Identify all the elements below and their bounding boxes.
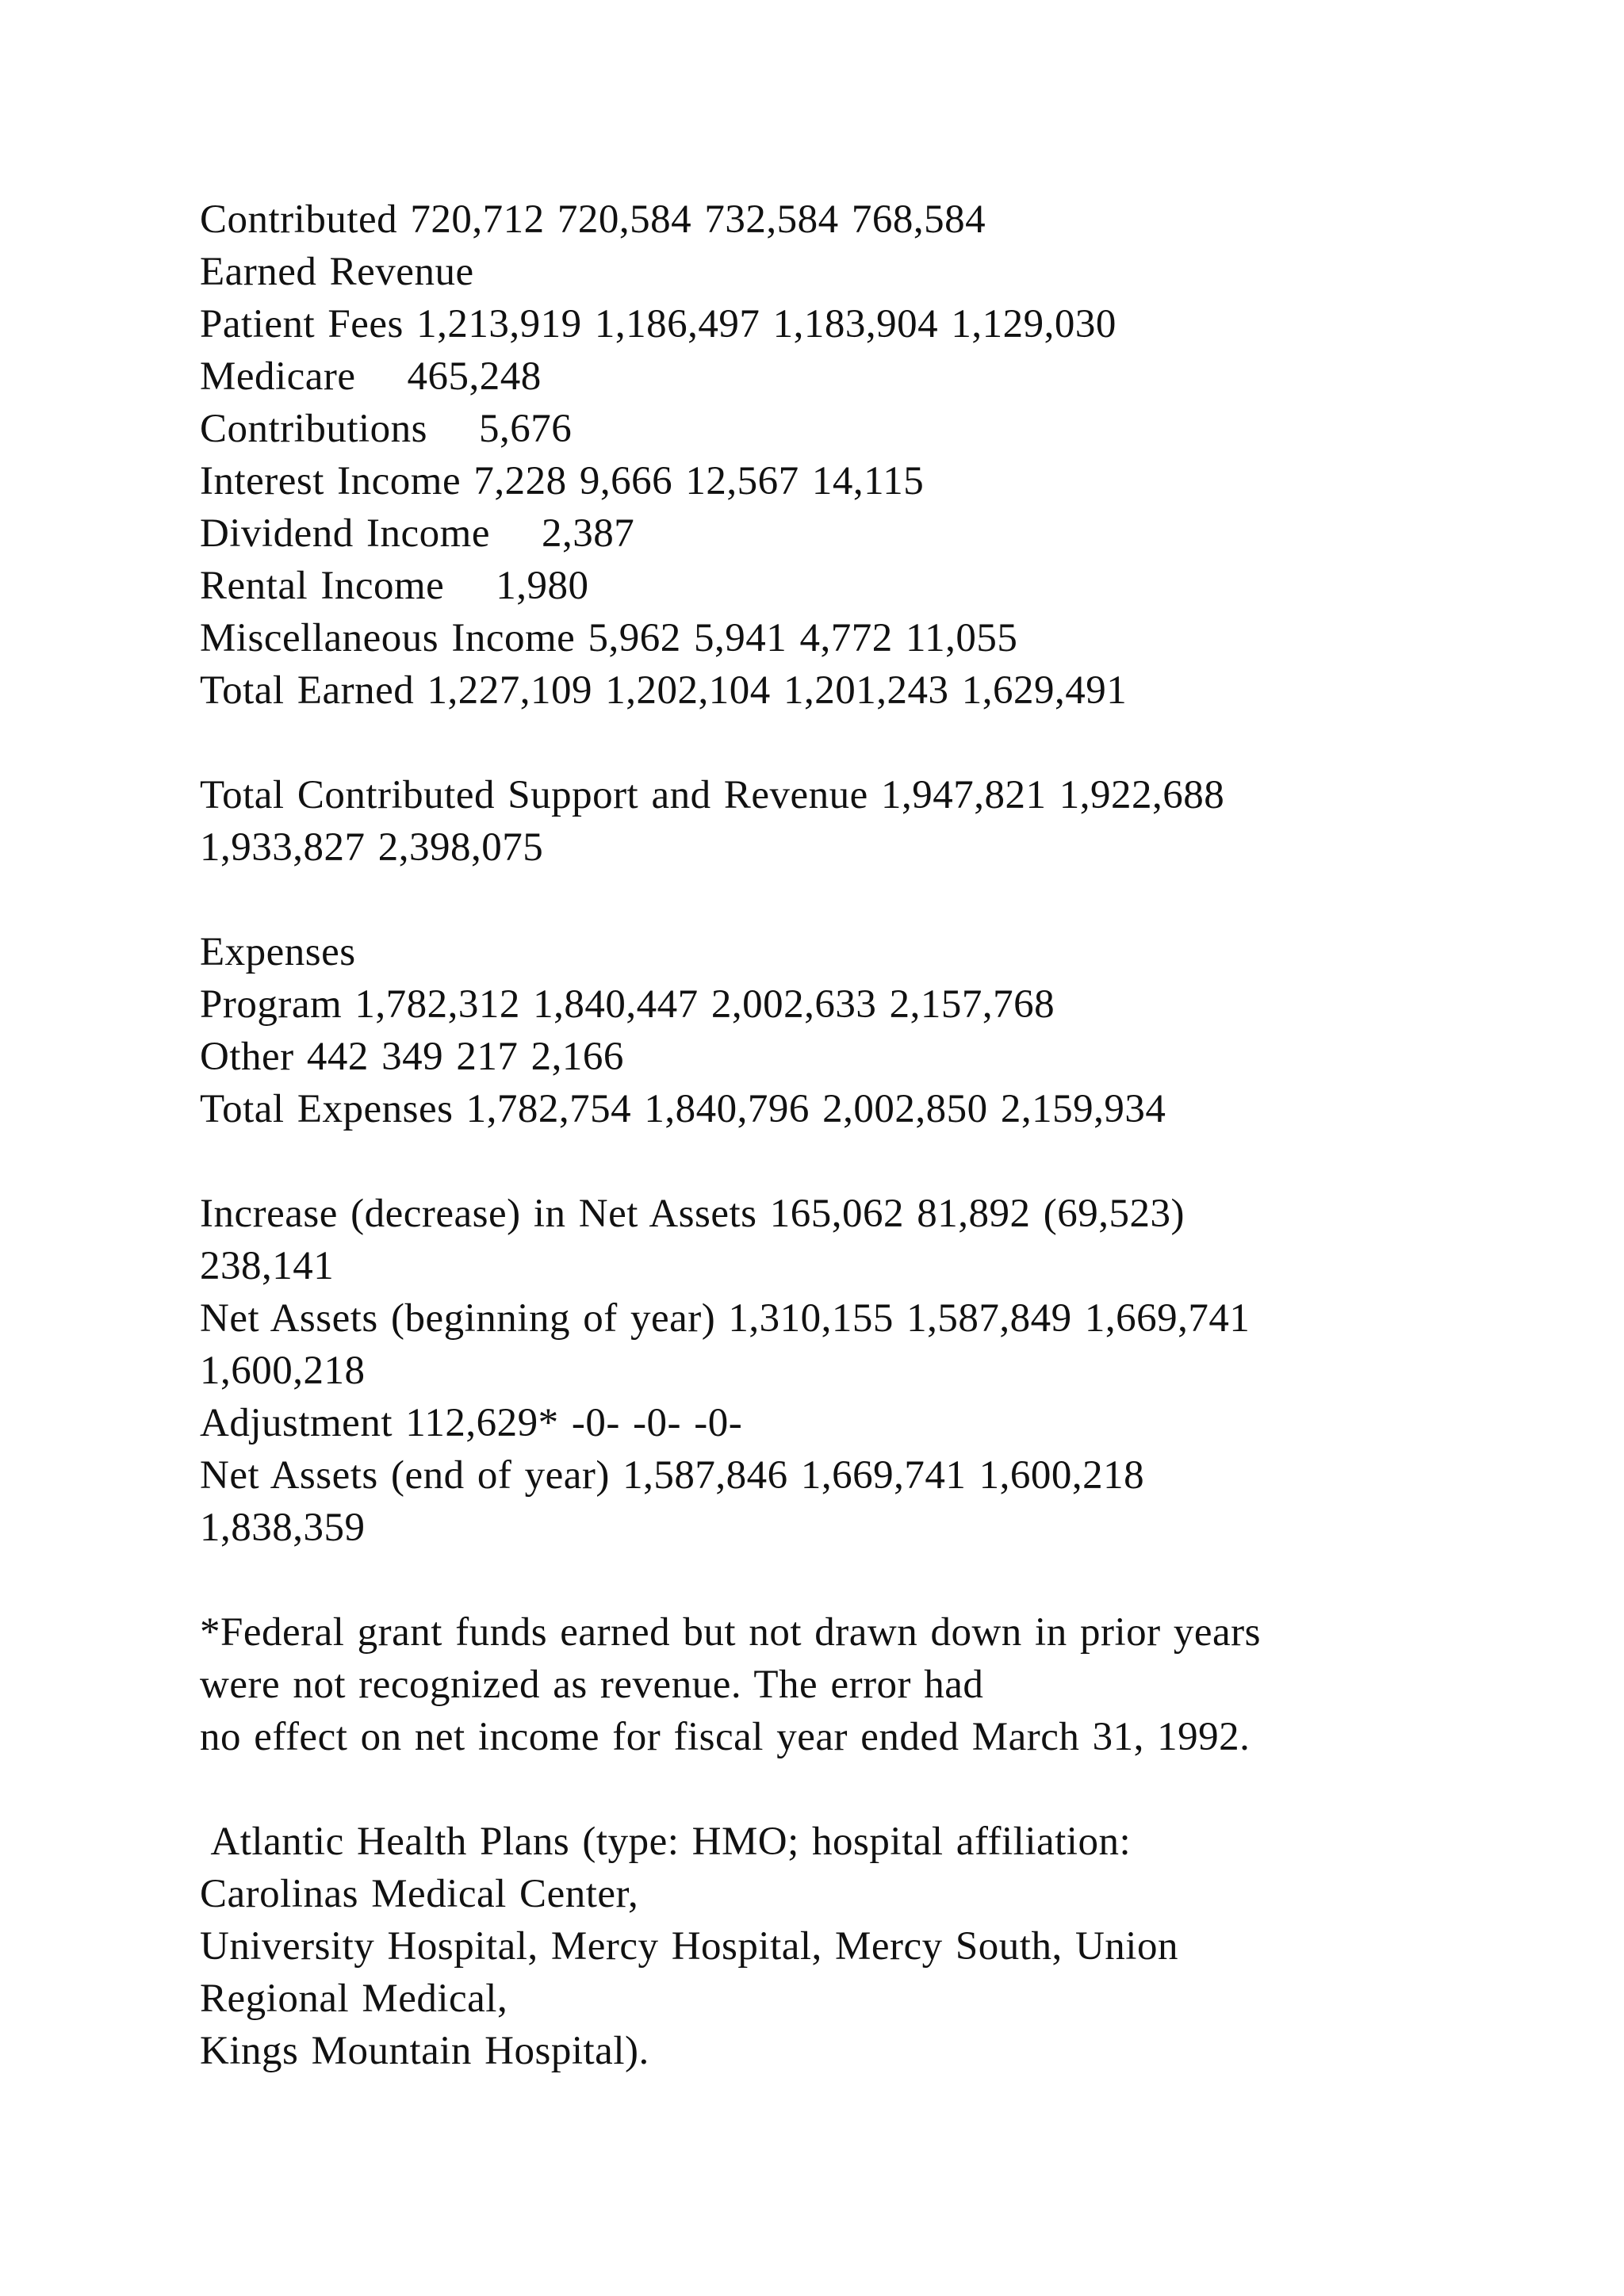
dividend-income-row: Dividend Income 2,387 [200, 511, 635, 556]
earned-revenue-heading: Earned Revenue [200, 250, 474, 294]
atlantic-health-plans-line: University Hospital, Mercy Hospital, Mercy South, Union [200, 1924, 1178, 1969]
spacer [200, 1763, 1453, 1816]
patient-fees-row: Patient Fees 1,213,919 1,186,497 1,183,904 1,129,030 [200, 302, 1116, 346]
spacer [200, 874, 1453, 926]
atlantic-health-plans-line: Kings Mountain Hospital). [200, 2029, 649, 2073]
footnote-line: no effect on net income for fiscal year ended March 31, 1992. [200, 1715, 1251, 1759]
total-support-row: Total Contributed Support and Revenue 1,947,821 1,922,688 [200, 773, 1225, 817]
footnote-line: *Federal grant funds earned but not drawn down in prior years [200, 1610, 1261, 1655]
total-support-row-continued: 1,933,827 2,398,075 [200, 825, 544, 870]
rental-income-row: Rental Income 1,980 [200, 564, 589, 608]
footnote-line: were not recognized as revenue. The error had [200, 1663, 984, 1707]
financial-statement-text [200, 193, 1453, 2077]
medicare-row: Medicare 465,248 [200, 354, 542, 399]
total-expenses-row: Total Expenses 1,782,754 1,840,796 2,002,850 2,159,934 [200, 1087, 1166, 1131]
spacer [200, 1135, 1453, 1188]
net-assets-beginning-row-continued: 1,600,218 [200, 1349, 366, 1393]
contributed-row: Contributed 720,712 720,584 732,584 768,584 [200, 197, 986, 242]
net-assets-end-row: Net Assets (end of year) 1,587,846 1,669,741 1,600,218 [200, 1453, 1145, 1498]
total-earned-row: Total Earned 1,227,109 1,202,104 1,201,243 1,629,491 [200, 668, 1128, 713]
net-assets-end-row-continued: 1,838,359 [200, 1506, 366, 1550]
atlantic-health-plans-line: Carolinas Medical Center, [200, 1872, 639, 1916]
adjustment-row: Adjustment 112,629* -0- -0- -0- [200, 1401, 743, 1445]
increase-net-assets-row-continued: 238,141 [200, 1244, 335, 1288]
expenses-heading: Expenses [200, 930, 356, 974]
miscellaneous-income-row: Miscellaneous Income 5,962 5,941 4,772 11,055 [200, 616, 1018, 660]
interest-income-row: Interest Income 7,228 9,666 12,567 14,115 [200, 459, 925, 503]
spacer [200, 717, 1453, 769]
program-expenses-row: Program 1,782,312 1,840,447 2,002,633 2,157,768 [200, 982, 1055, 1027]
contributions-row: Contributions 5,676 [200, 407, 573, 451]
increase-net-assets-row: Increase (decrease) in Net Assets 165,062 81,892 (69,523) [200, 1192, 1185, 1236]
other-expenses-row: Other 442 349 217 2,166 [200, 1035, 624, 1079]
atlantic-health-plans-line: Atlantic Health Plans (type: HMO; hospital affiliation: [200, 1820, 1132, 1864]
spacer [200, 1554, 1453, 1606]
net-assets-beginning-row: Net Assets (beginning of year) 1,310,155 1,587,849 1,669,741 [200, 1296, 1251, 1341]
atlantic-health-plans-line: Regional Medical, [200, 1976, 508, 2021]
